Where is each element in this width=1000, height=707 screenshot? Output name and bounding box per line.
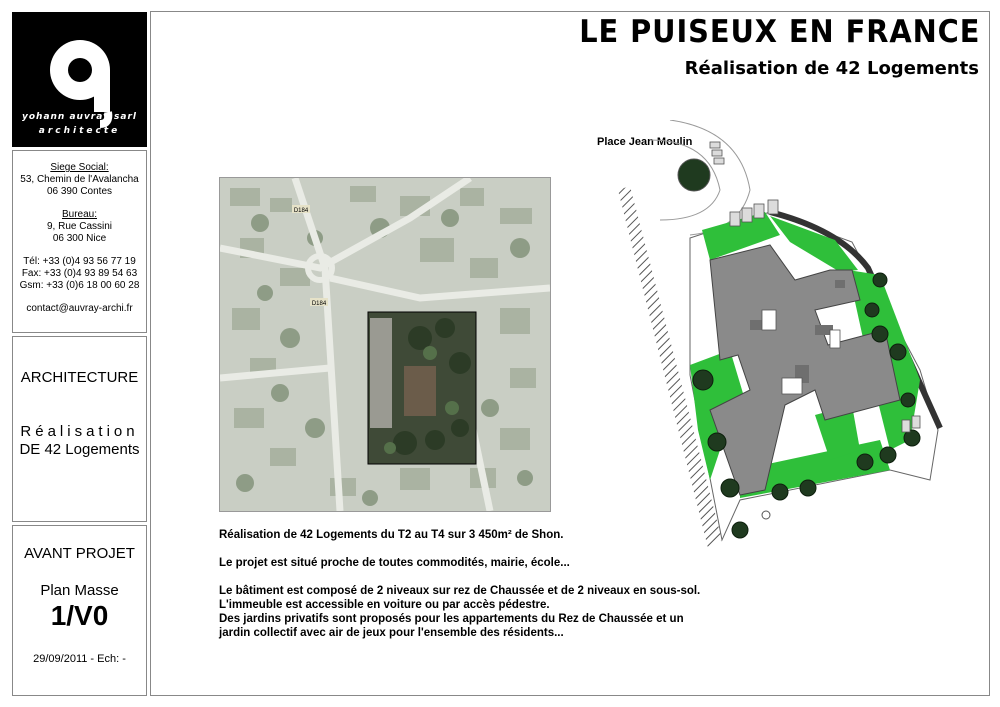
architecture-title: ARCHITECTURE <box>20 369 139 386</box>
siege-label: Siege Social: <box>50 162 109 173</box>
project-phase: AVANT PROJET <box>24 545 135 562</box>
description-line-3: Le bâtiment est composé de 2 niveaux sur rez de Chaussée et de 2 niveaux en sous-sol. <box>219 585 701 597</box>
plan-revision: 1/V0 <box>50 600 109 631</box>
architecture-subtitle-line1: Réalisation <box>20 423 139 440</box>
logo-company-name: yohann auvray sarl <box>21 112 137 122</box>
site-plan <box>590 120 950 560</box>
project-panel <box>12 525 147 696</box>
project-description <box>219 528 779 640</box>
siege-address-line2: 06 390 Contes <box>46 186 113 197</box>
plan-date-scale: 29/09/2011 - Ech: - <box>33 653 126 665</box>
fax-number: Fax: +33 (0)4 93 89 54 63 <box>21 268 138 279</box>
logo-profession: architecte <box>38 126 121 136</box>
road-label-2: D184 <box>311 301 327 307</box>
aerial-map <box>219 177 551 512</box>
contact-panel <box>12 150 147 333</box>
place-jean-moulin-label: Place Jean Moulin <box>597 136 693 148</box>
architect-logo <box>12 12 147 147</box>
description-line-5: Des jardins privatifs sont proposés pour les appartements du Rez de Chaussée et un <box>219 613 684 625</box>
bureau-label: Bureau: <box>61 209 98 220</box>
bureau-address-line2: 06 300 Nice <box>52 233 107 244</box>
architecture-subtitle-line2: DE 42 Logements <box>19 441 140 458</box>
siege-address-line1: 53, Chemin de l'Avalancha <box>20 174 139 185</box>
site-highlight <box>368 312 476 464</box>
site-plan-drawing <box>590 120 950 560</box>
project-subtitle: Réalisation de 42 Logements <box>684 58 979 79</box>
description-line-4: L'immeuble est accessible en voiture ou par accès pédestre. <box>219 599 550 611</box>
project-title: LE PUISEUX EN FRANCE <box>578 14 980 50</box>
aerial-photo-illustration <box>220 178 550 511</box>
contact-email: contact@auvray-archi.fr <box>26 303 133 314</box>
architecture-panel <box>12 336 147 522</box>
road-label-1: D184 <box>293 208 309 214</box>
description-line-2: Le projet est situé proche de toutes commodités, mairie, école... <box>219 557 570 569</box>
description-line-6: jardin collectif avec air de jeux pour l'ensemble des résidents... <box>219 627 564 639</box>
bureau-address-line1: 9, Rue Cassini <box>46 221 113 232</box>
description-line-1: Réalisation de 42 Logements du T2 au T4 sur 3 450m² de Shon. <box>219 529 564 541</box>
plan-type: Plan Masse <box>40 582 119 599</box>
gsm-number: Gsm: +33 (0)6 18 00 60 28 <box>19 280 140 291</box>
tel-number: Tél: +33 (0)4 93 56 77 19 <box>23 256 136 267</box>
